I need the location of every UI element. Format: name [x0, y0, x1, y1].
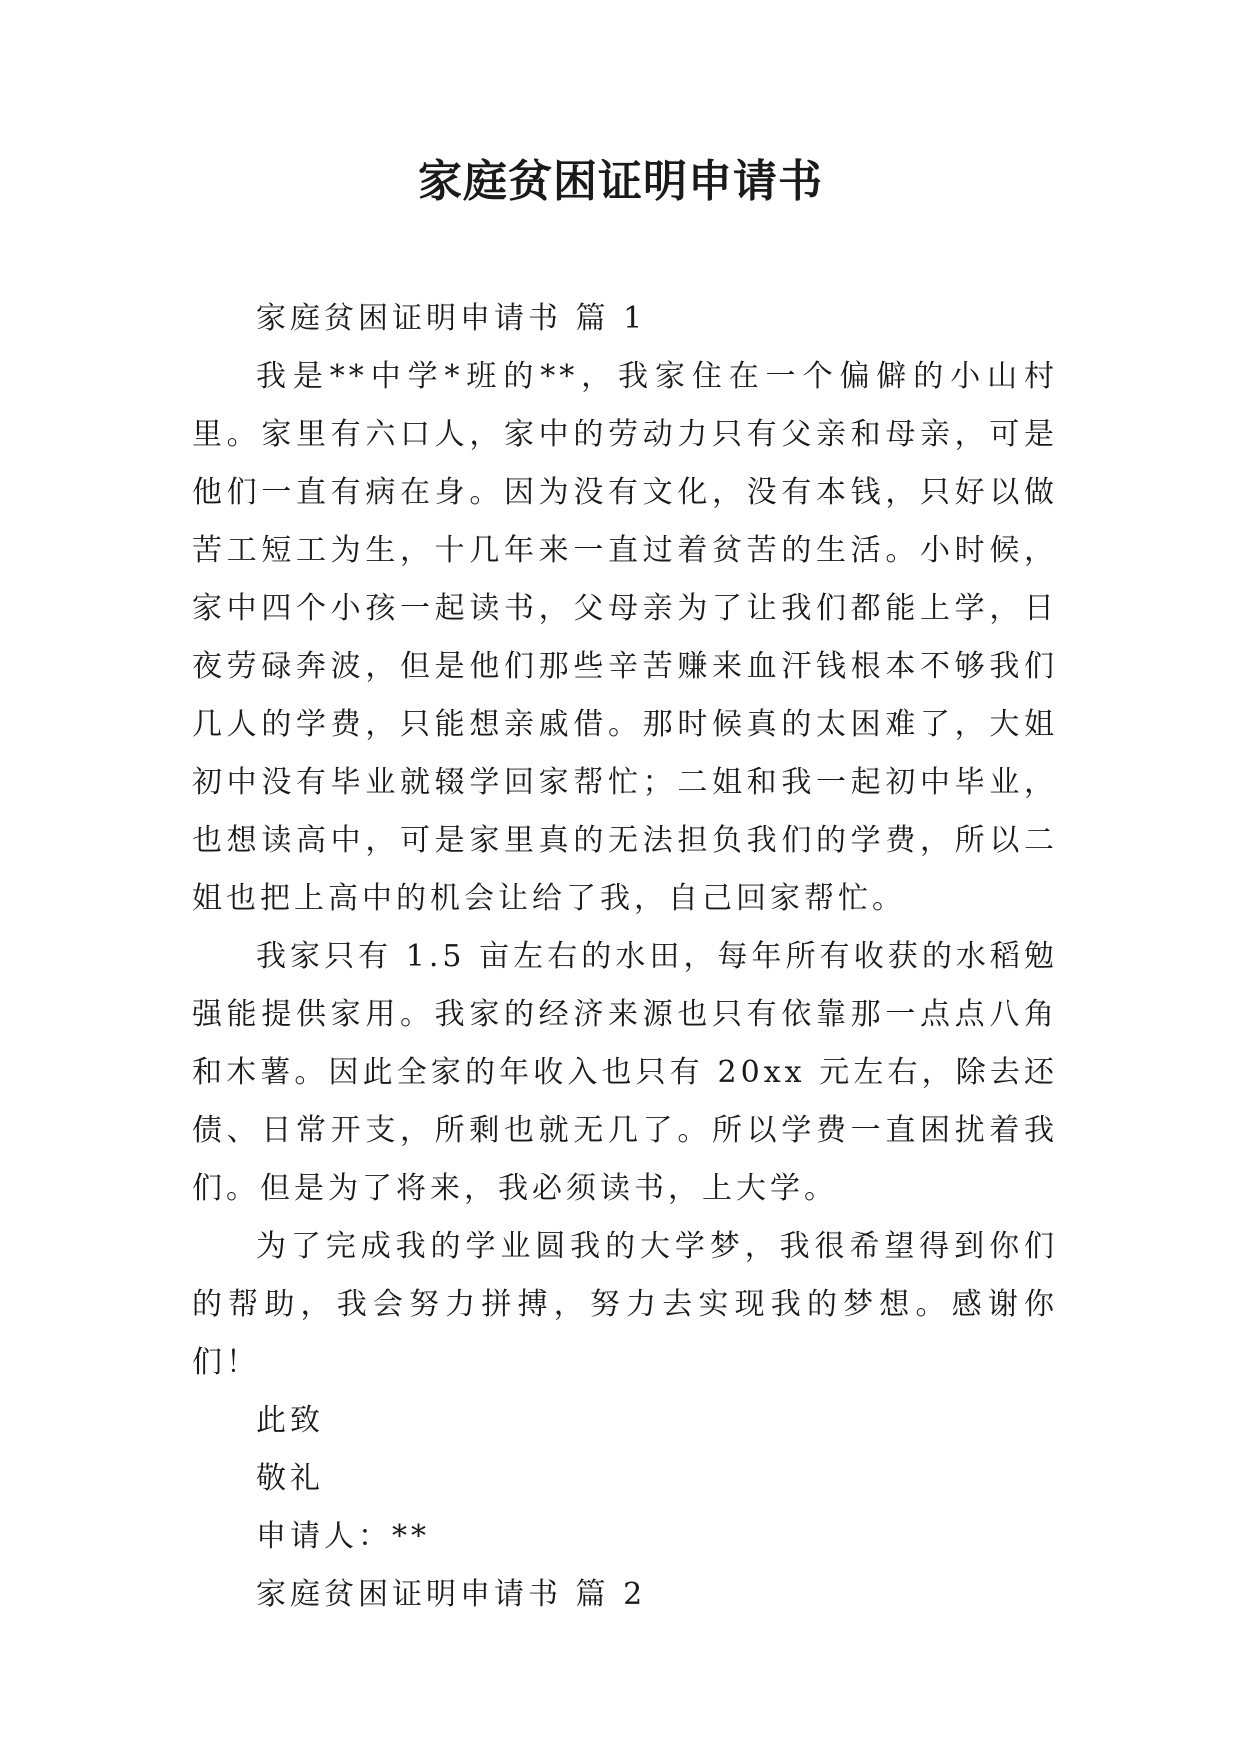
section-heading-1: 家庭贫困证明申请书 篇 1: [256, 301, 647, 336]
document-body: [192, 290, 1058, 1624]
closing-salutation: 此致: [256, 1403, 324, 1438]
applicant-signature: 申请人：**: [256, 1519, 430, 1554]
section-heading-2: 家庭贫困证明申请书 篇 2: [256, 1577, 647, 1612]
paragraph-1: 我是**中学*班的**，我家住在一个偏僻的小山村里。家里有六口人，家中的劳动力只有父亲和母亲，可是他们一直有病在身。因为没有文化，没有本钱，只好以做苦工短工为生，十几年来一直过着贫苦的生活。小时候，家中四个小孩一起读书，父母亲为了让我们都能上学，日夜劳碌奔波，但是他们那些辛苦赚来血汗钱根本不够我们几人的学费，只能想亲戚借。那时候真的太困难了，大姐初中没有毕业就辍学回家帮忙；二姐和我一起初中毕业，也想读高中，可是家里真的无法担负我们的学费，所以二姐也把上高中的机会让给了我，自己回家帮忙。: [192, 359, 1058, 916]
document-title: 家庭贫困证明申请书: [418, 156, 823, 207]
paragraph-3: 为了完成我的学业圆我的大学梦，我很希望得到你们的帮助，我会努力拼搏，努力去实现我的梦想。感谢你们！: [192, 1229, 1058, 1380]
paragraph-2: 我家只有 1.5 亩左右的水田，每年所有收获的水稻勉强能提供家用。我家的经济来源也只有依靠那一点点八角和木薯。因此全家的年收入也只有 20xx 元左右，除去还债、日常开支，所剩也就无几了。所以学费一直困扰着我们。但是为了将来，我必须读书，上大学。: [192, 939, 1058, 1206]
closing-respect: 敬礼: [256, 1461, 324, 1496]
